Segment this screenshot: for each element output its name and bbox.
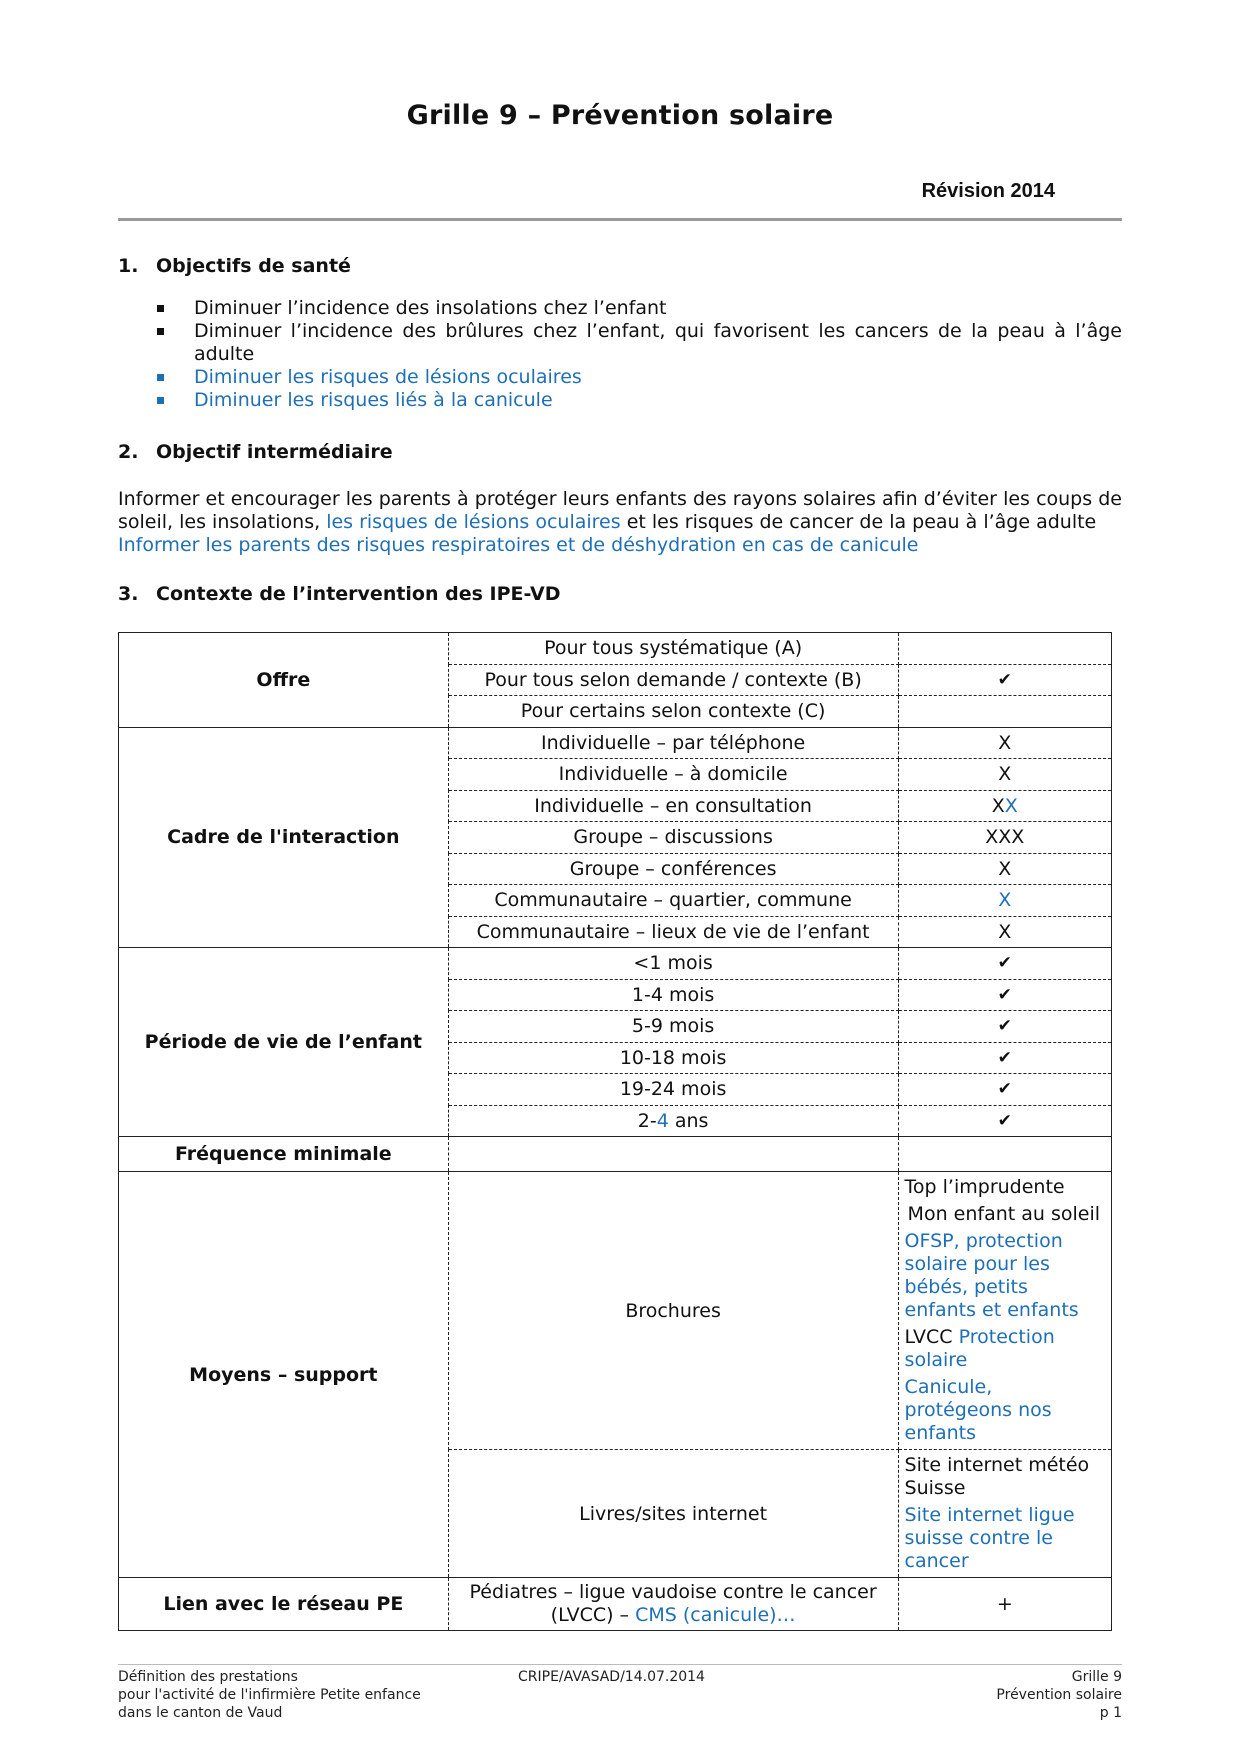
table-row: Lien avec le réseau PE Pédiatres – ligue vaudoise contre le cancer (LVCC) – CMS (canicule)… + xyxy=(119,1578,1112,1631)
table-row: 1-4 mois ✔ xyxy=(119,979,1112,1011)
list-item: Diminuer l’incidence des brûlures chez l’enfant, qui favorisent les cancers de la peau à l’âge adulte xyxy=(118,320,1122,366)
context-table xyxy=(118,632,1112,1631)
row-label-frequence: Fréquence minimale xyxy=(119,1137,449,1172)
list-item: Diminuer les risques de lésions oculaires xyxy=(118,366,1122,389)
check-icon: ✔ xyxy=(898,948,1111,980)
bullet-square-icon xyxy=(157,397,164,404)
table-row: Individuelle – en consultation XX xyxy=(119,790,1112,822)
table-row: Offre Pour tous systématique (A) xyxy=(119,633,1112,665)
row-label-moyens: Moyens – support xyxy=(119,1172,449,1578)
row-label-cadre: Cadre de l'interaction xyxy=(119,727,449,948)
check-icon: ✔ xyxy=(898,664,1111,696)
revision-label: Révision 2014 xyxy=(921,180,1055,202)
check-icon: ✔ xyxy=(898,1105,1111,1137)
table-row: 5-9 mois ✔ xyxy=(119,1011,1112,1043)
bullet-square-icon xyxy=(157,328,164,335)
footer-center: CRIPE/AVASAD/14.07.2014 xyxy=(518,1669,705,1685)
footer-right: Grille 9 Prévention solaire p 1 xyxy=(996,1669,1122,1721)
section-1-title: Objectifs de santé xyxy=(156,255,351,277)
check-icon: ✔ xyxy=(898,1074,1111,1106)
footer-left: Définition des prestations pour l'activité de l'infirmière Petite enfance dans le canton de Vaud xyxy=(118,1669,421,1721)
table-row: Communautaire – lieux de vie de l’enfant X xyxy=(119,916,1112,948)
table-row xyxy=(119,1172,1112,1450)
section-2-heading xyxy=(118,441,393,463)
brochures-list: Top l’imprudente Mon enfant au soleil OFSP, protection solaire pour les bébés, petits enfants et enfants LVCC Protection solaire Canicule, protégeons nos enfants xyxy=(898,1172,1111,1450)
check-icon: ✔ xyxy=(898,1042,1111,1074)
section-3-title: Contexte de l’intervention des IPE-VD xyxy=(156,583,561,605)
objectives-list xyxy=(118,297,1122,412)
table-row: Cadre de l'interaction Individuelle – par téléphone X xyxy=(119,727,1112,759)
livres-list: Site internet météo Suisse Site internet ligue suisse contre le cancer xyxy=(898,1450,1111,1578)
row-label-periode: Période de vie de l’enfant xyxy=(119,948,449,1137)
check-icon: ✔ xyxy=(898,979,1111,1011)
table-row: 19-24 mois ✔ xyxy=(119,1074,1112,1106)
bullet-square-icon xyxy=(157,305,164,312)
objective-paragraph-canicule: Informer les parents des risques respiratoires et de déshydration en cas de canicule xyxy=(118,534,919,556)
row-label-lien: Lien avec le réseau PE xyxy=(119,1578,449,1631)
list-item: Diminuer l’incidence des insolations chez l’enfant xyxy=(118,297,1122,320)
table-row: Pour certains selon contexte (C) xyxy=(119,696,1112,728)
table-row: Pour tous selon demande / contexte (B) ✔ xyxy=(119,664,1112,696)
table-row xyxy=(119,1137,1112,1172)
option-livres: Livres/sites internet xyxy=(448,1450,898,1578)
list-item: Diminuer les risques liés à la canicule xyxy=(118,389,1122,412)
section-1-heading xyxy=(118,255,351,277)
row-label-offre: Offre xyxy=(119,633,449,728)
table-row: Communautaire – quartier, commune X xyxy=(119,885,1112,917)
section-2-title: Objectif intermédiaire xyxy=(156,441,393,463)
table-row: 2-4 ans ✔ xyxy=(119,1105,1112,1137)
objective-paragraph: Informer et encourager les parents à protéger leurs enfants des rayons solaires afin d’éviter les coups de soleil, les insolations, les risques de lésions oculaires et les risques de cancer de la peau à l’âge adulte xyxy=(118,488,1122,533)
footer-rule xyxy=(118,1664,1122,1665)
table-row: Groupe – conférences X xyxy=(119,853,1112,885)
section-2-number: 2. xyxy=(118,441,139,463)
table-row: Groupe – discussions XXX xyxy=(119,822,1112,854)
check-icon: ✔ xyxy=(898,1011,1111,1043)
option-brochures: Brochures xyxy=(448,1172,898,1450)
section-3-heading xyxy=(118,583,561,605)
table-row: Période de vie de l’enfant <1 mois ✔ xyxy=(119,948,1112,980)
bullet-square-icon xyxy=(157,374,164,381)
table-row: Individuelle – à domicile X xyxy=(119,759,1112,791)
page-title: Grille 9 – Prévention solaire xyxy=(406,100,834,131)
header-rule xyxy=(118,218,1122,221)
section-1-number: 1. xyxy=(118,255,139,277)
table-row: 10-18 mois ✔ xyxy=(119,1042,1112,1074)
section-3-number: 3. xyxy=(118,583,139,605)
